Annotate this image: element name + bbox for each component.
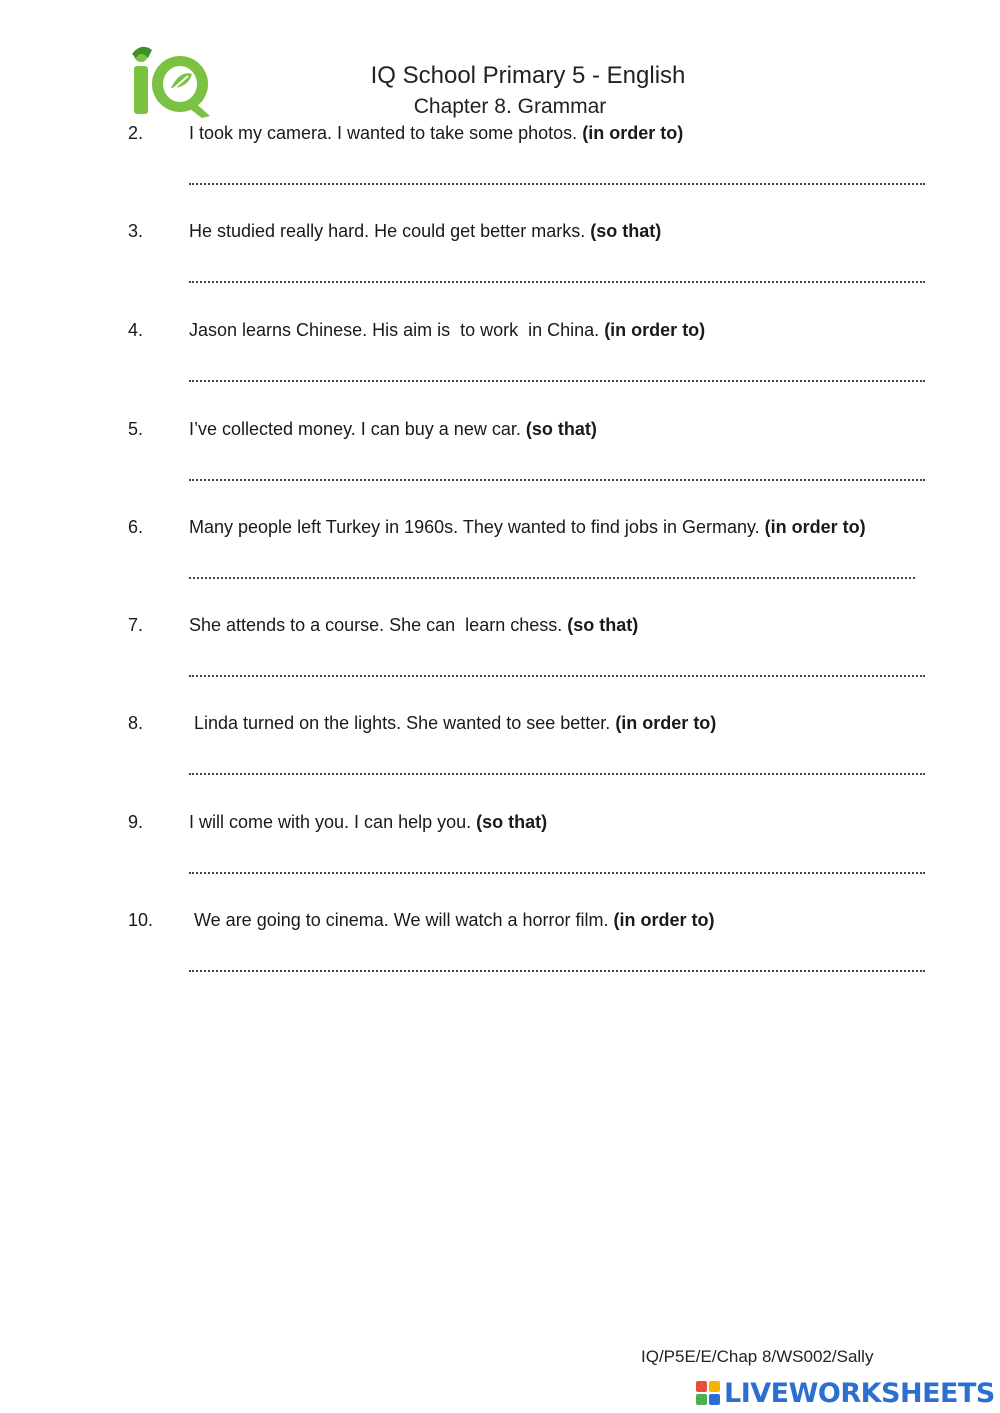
liveworksheets-icon	[696, 1381, 720, 1405]
answer-field[interactable]	[189, 163, 925, 185]
question-number: 6.	[128, 517, 144, 537]
question-text: Linda turned on the lights. She wanted to see better. (in order to)	[189, 713, 717, 733]
worksheet-title: IQ School Primary 5 - English	[370, 62, 686, 89]
question-hint: (so that)	[590, 221, 662, 241]
question-text: Many people left Turkey in 1960s. They wanted to find jobs in Germany. (in order to)	[189, 517, 866, 537]
question-hint: (in order to)	[764, 517, 866, 537]
question-number: 8.	[128, 713, 144, 733]
question-hint: (in order to)	[613, 910, 715, 930]
liveworksheets-wordmark: LIVEWORKSHEETS	[724, 1377, 995, 1409]
question-number: 3.	[128, 221, 144, 241]
liveworksheets-logo	[696, 1376, 995, 1410]
answer-field[interactable]	[189, 261, 925, 283]
iq-school-logo	[128, 44, 216, 120]
question-text: I’ve collected money. I can buy a new car. (so that)	[189, 419, 597, 439]
question-text: Jason learns Chinese. His aim is to work in China. (in order to)	[189, 320, 706, 340]
answer-field[interactable]	[189, 753, 925, 775]
question-number: 10.	[128, 910, 154, 930]
question-text: She attends to a course. She can learn chess. (so that)	[189, 615, 639, 635]
answer-field[interactable]	[189, 852, 925, 874]
question-item	[0, 121, 1000, 211]
question-item	[0, 515, 1000, 605]
question-item	[0, 908, 1000, 998]
question-item	[0, 318, 1000, 408]
question-hint: (so that)	[567, 615, 639, 635]
question-number: 5.	[128, 419, 144, 439]
question-hint: (so that)	[476, 812, 548, 832]
question-item	[0, 613, 1000, 703]
question-text: We are going to cinema. We will watch a horror film. (in order to)	[189, 910, 715, 930]
question-hint: (in order to)	[604, 320, 706, 340]
answer-field[interactable]	[189, 655, 925, 677]
question-number: 7.	[128, 615, 144, 635]
question-item	[0, 810, 1000, 900]
question-item	[0, 711, 1000, 801]
question-text: He studied really hard. He could get better marks. (so that)	[189, 221, 662, 241]
question-number: 9.	[128, 812, 144, 832]
question-number: 4.	[128, 320, 144, 340]
answer-field[interactable]	[189, 360, 925, 382]
worksheet-code: IQ/P5E/E/Chap 8/WS002/Sally	[641, 1347, 874, 1366]
question-item	[0, 219, 1000, 309]
answer-field[interactable]	[189, 557, 915, 579]
worksheet-subtitle: Chapter 8. Grammar	[413, 95, 607, 118]
answer-field[interactable]	[189, 459, 925, 481]
answer-field[interactable]	[189, 950, 925, 972]
question-hint: (in order to)	[582, 123, 684, 143]
question-hint: (in order to)	[615, 713, 717, 733]
question-hint: (so that)	[525, 419, 597, 439]
question-item	[0, 417, 1000, 507]
question-number: 2.	[128, 123, 144, 143]
question-text: I will come with you. I can help you. (so that)	[189, 812, 548, 832]
question-text: I took my camera. I wanted to take some photos. (in order to)	[189, 123, 684, 143]
